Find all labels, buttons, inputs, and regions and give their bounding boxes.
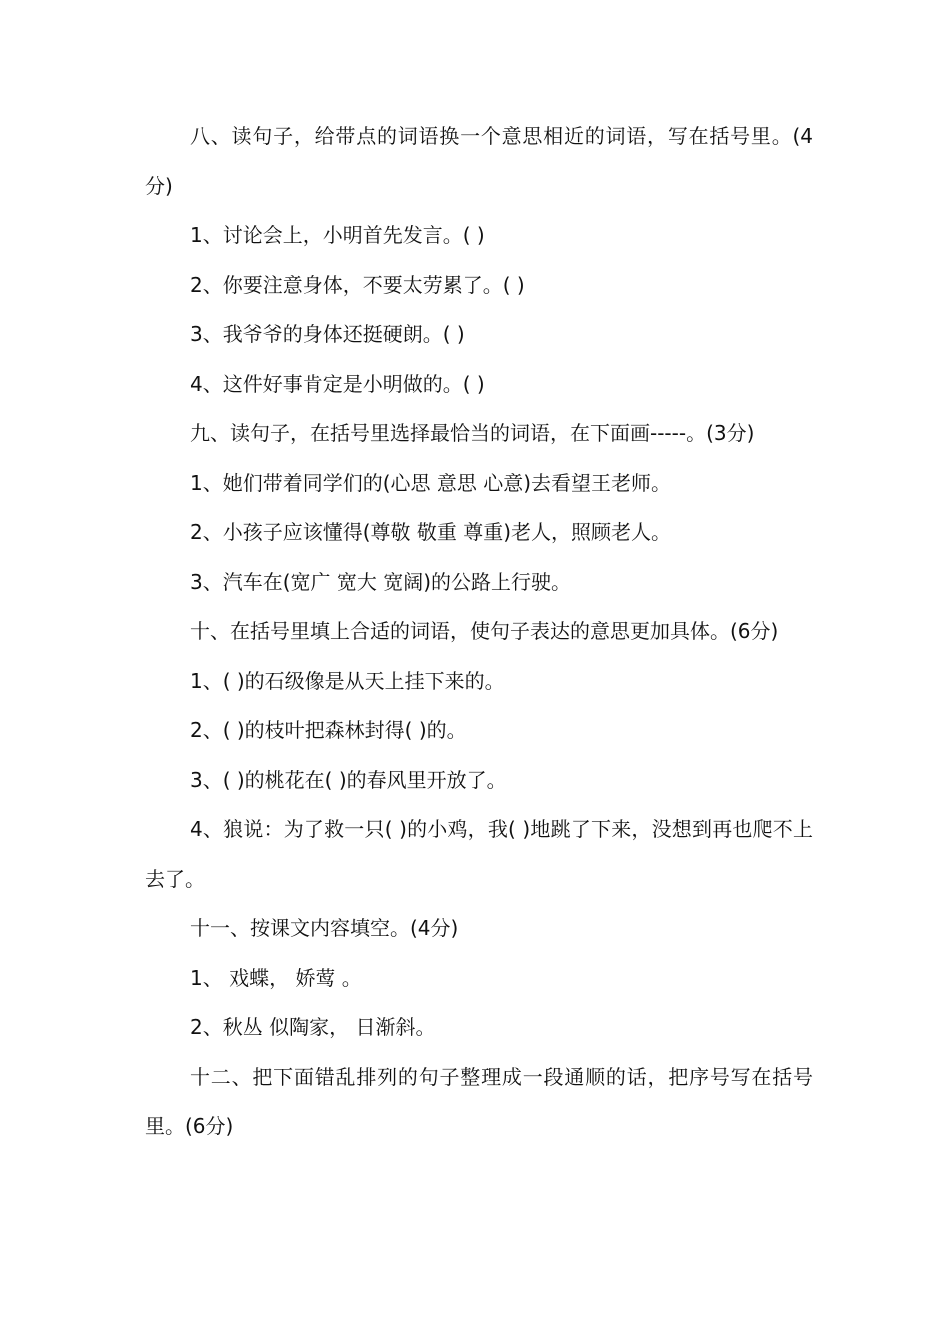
question-item: 1、讨论会上，小明首先发言。( ) [190, 223, 485, 247]
section-12-heading: 十二、把下面错乱排列的句子整理成一段通顺的话，把序号写在括号里。(6分) [145, 1064, 813, 1138]
question-item: 1、( )的石级像是从天上挂下来的。 [190, 668, 505, 693]
question-item: 4、狼说：为了救一只( )的小鸡，我( )地跳了下来，没想到再也爬不上去了。 [145, 817, 813, 891]
section-9-heading: 九、读句子，在括号里选择最恰当的词语，在下面画-----。(3分) [190, 421, 755, 445]
question-item: 4、这件好事肯定是小明做的。( ) [190, 371, 485, 396]
question-item: 2、( )的枝叶把森林封得( )的。 [190, 718, 467, 742]
section-8-heading: 八、读句子，给带点的词语换一个意思相近的词语，写在括号里。(4分) [145, 124, 813, 198]
question-item: 2、秋丛 似陶家， 日渐斜。 [190, 1015, 436, 1039]
question-item: 1、 戏蝶， 娇莺 。 [190, 965, 362, 990]
question-item: 3、汽车在(宽广 宽大 宽阔)的公路上行驶。 [190, 569, 572, 594]
section-11-heading: 十一、按课文内容填空。(4分) [190, 916, 459, 940]
section-10-heading: 十、在括号里填上合适的词语，使句子表达的意思更加具体。(6分) [190, 619, 779, 643]
question-item: 3、我爷爷的身体还挺硬朗。( ) [190, 322, 465, 346]
question-item: 2、小孩子应该懂得(尊敬 敬重 尊重)老人，照顾老人。 [190, 520, 672, 544]
question-item: 1、她们带着同学们的(心思 意思 心意)去看望王老师。 [190, 470, 672, 495]
question-item: 3、( )的桃花在( )的春风里开放了。 [190, 767, 507, 792]
document-page [145, 112, 813, 1152]
question-item: 2、你要注意身体，不要太劳累了。( ) [190, 272, 525, 297]
